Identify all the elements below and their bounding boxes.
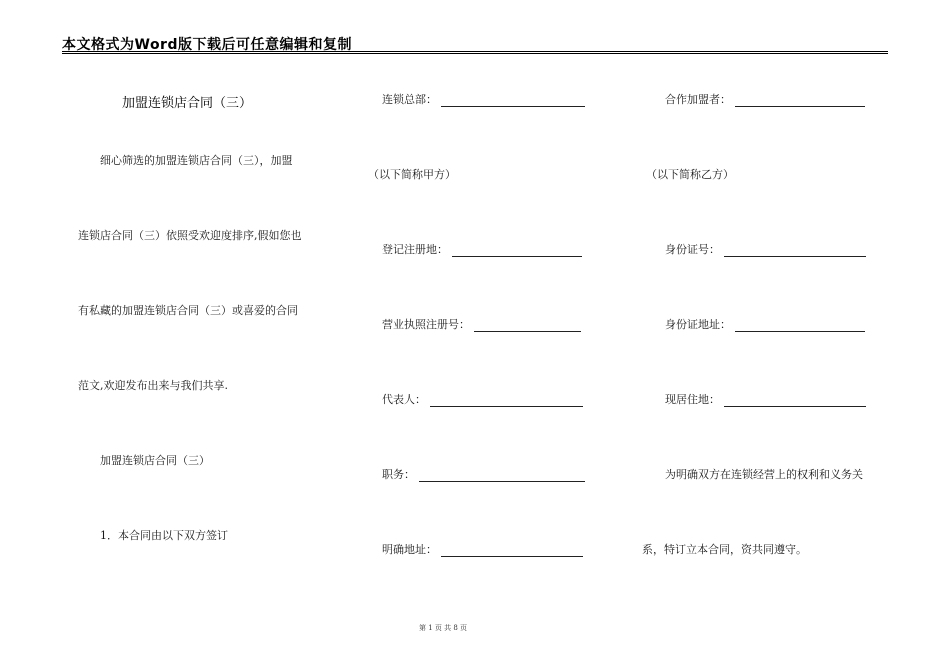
header-rule [62,51,888,52]
party-a-license-field [382,318,581,332]
party-b-id-address-field [665,318,865,332]
party-b-residence-field [665,393,866,407]
page-number: 第 1 页 共 8 页 [418,624,468,632]
address-label: 明确地址： [382,543,437,556]
intro-line-2: 连锁店合同（三）依照受欢迎度排序,假如您也 [78,229,302,242]
party-a-representative-field [382,393,583,407]
id-address-label: 身份证地址： [665,318,731,331]
party-b-note: （以下简称乙方） [646,168,734,181]
address-blank [441,545,583,557]
party-a-headquarters-field [382,93,585,107]
closing-line-2: 系，特订立本合同，资共同遵守。 [642,543,807,556]
license-no-blank [474,320,581,332]
position-blank [419,470,585,482]
residence-blank [724,395,866,407]
registered-address-blank [452,245,582,257]
id-no-blank [724,245,866,257]
closing-line-1: 为明确双方在连锁经营上的权利和义务关 [665,468,863,481]
party-a-headquarters-blank [441,95,585,107]
party-a-note: （以下简称甲方） [368,168,456,181]
id-address-blank [735,320,865,332]
id-no-label: 身份证号： [665,243,720,256]
registered-address-label: 登记注册地： [382,243,448,256]
intro-line-3: 有私藏的加盟连锁店合同（三）或喜爱的合同 [78,304,298,317]
contract-subtitle: 加盟连锁店合同（三） [100,454,210,467]
party-a-position-field [382,468,585,482]
intro-line-4: 范文,欢迎发布出来与我们共享. [78,379,228,392]
header-rule-secondary [62,53,888,54]
representative-label: 代表人： [382,393,426,406]
party-a-label: 连锁总部： [382,93,437,106]
party-b-id-field [665,243,866,257]
residence-label: 现居住地： [665,393,720,406]
party-a-address-field [382,543,583,557]
license-no-label: 营业执照注册号： [382,318,470,331]
representative-blank [430,395,583,407]
party-b-field [665,93,865,107]
position-label: 职务： [382,468,415,481]
clause-1: 1．本合同由以下双方签订 [100,529,228,542]
party-b-label: 合作加盟者： [665,93,731,106]
party-a-registered-address-field [382,243,582,257]
intro-line-1: 细心筛选的加盟连锁店合同（三），加盟 [100,154,293,167]
document-header: 本文格式为Word版下载后可任意编辑和复制 [62,37,352,53]
party-b-blank [735,95,865,107]
contract-title: 加盟连锁店合同（三） [122,96,253,111]
